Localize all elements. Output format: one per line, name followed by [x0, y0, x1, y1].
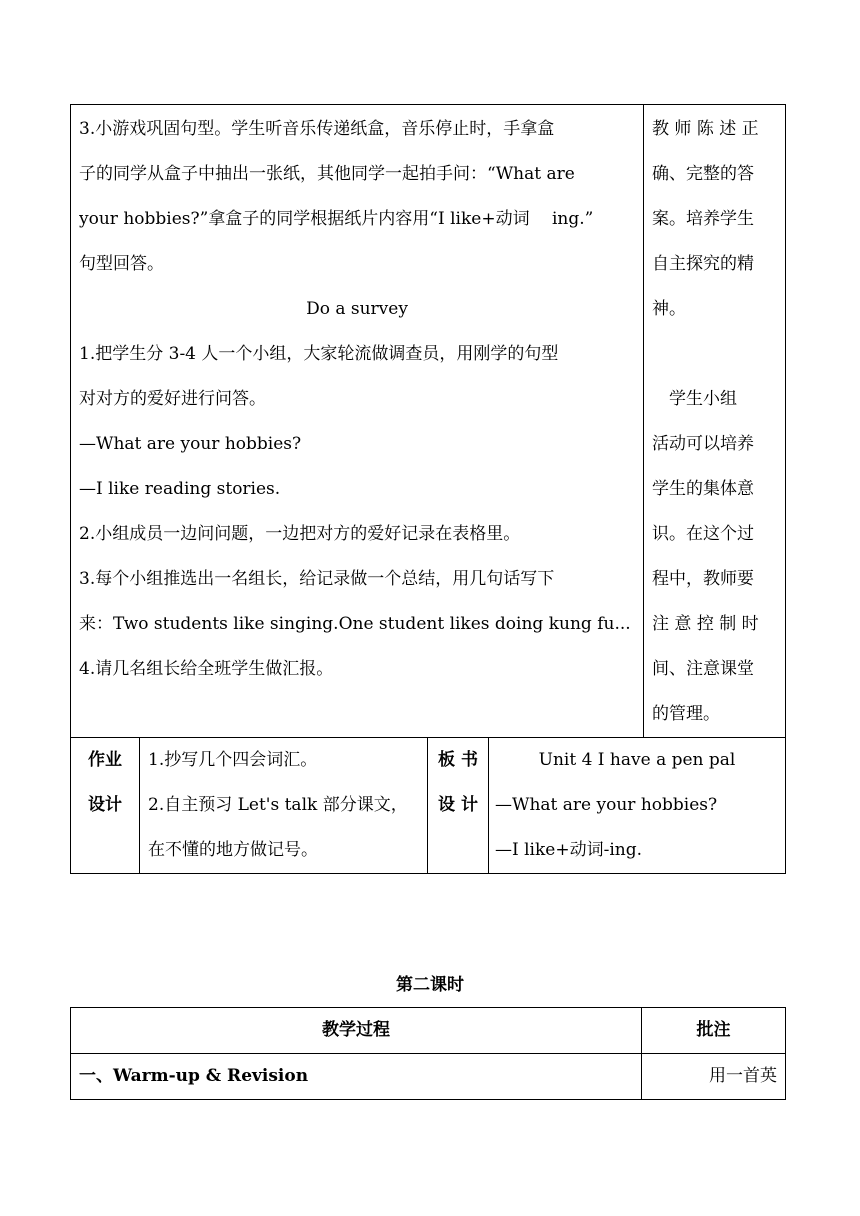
homework-line: 在不懂的地方做记号。 [148, 840, 318, 860]
homework-label [71, 738, 140, 874]
notes-line: 间、注意课堂 [652, 659, 755, 679]
board-line: —What are your hobbies? [495, 795, 718, 815]
process-line: your hobbies?”拿盒子的同学根据纸片内容用“I like+动词 ing.” [79, 209, 594, 229]
notes-line: 神。 [652, 299, 687, 319]
board-title: Unit 4 I have a pen pal [538, 750, 736, 770]
process-line: 3.每个小组推选出一名组长，给记录做一个总结，用几句话写下 [79, 569, 555, 589]
survey-heading: Do a survey [306, 299, 408, 319]
notes-line: 的管理。 [652, 704, 721, 724]
process-line: 来：Two students like singing.One student likes doing kung fu... [79, 614, 631, 634]
row1-notes-text: 用一首英 [709, 1066, 777, 1086]
process-line: 3.小游戏巩固句型。学生听音乐传递纸盒，音乐停止时，手拿盒 [79, 119, 555, 139]
homework-line: 1.抄写几个四会词汇。 [148, 750, 318, 770]
board-line: —I like+动词-ing. [495, 840, 643, 860]
header-notes-text: 批注 [696, 1020, 731, 1040]
notes-cell [644, 105, 786, 738]
process-line: 1.把学生分 3-4 人一个小组，大家轮流做调查员，用刚学的句型 [79, 344, 559, 364]
process-line: 句型回答。 [79, 254, 164, 274]
process-line: —I like reading stories. [79, 479, 281, 499]
board-label-line: 设 计 [438, 795, 478, 815]
homework-label-line: 作业 [88, 750, 122, 770]
board-label [428, 738, 489, 874]
notes-line: 程中，教师要 [652, 569, 755, 589]
lesson-table [70, 104, 786, 874]
section-title: 第二课时 [396, 975, 464, 995]
process-cell [71, 105, 644, 738]
notes-line: 学生小组 [652, 389, 738, 409]
notes-line: 案。培养学生 [652, 209, 755, 229]
homework-content [140, 738, 428, 874]
notes-line: 学生的集体意 [652, 479, 755, 499]
row1-process [71, 1054, 642, 1100]
notes-line [652, 332, 777, 377]
process-line: 2.小组成员一边问问题，一边把对方的爱好记录在表格里。 [79, 524, 521, 544]
second-lesson-table [70, 1007, 786, 1100]
row1-notes [642, 1054, 786, 1100]
process-line: —What are your hobbies? [79, 434, 302, 454]
notes-line: 活动可以培养 [652, 434, 755, 454]
process-line: 4.请几名组长给全班学生做汇报。 [79, 659, 334, 679]
notes-line: 自主探究的精 [652, 254, 755, 274]
notes-line: 识。在这个过 [652, 524, 755, 544]
homework-line: 2.自主预习 Let's talk 部分课文， [148, 795, 408, 815]
notes-line: 教 师 陈 述 正 [652, 119, 759, 139]
header-process [71, 1008, 642, 1054]
header-process-text: 教学过程 [322, 1020, 390, 1040]
header-notes [642, 1008, 786, 1054]
row1-process-text: 一、Warm-up & Revision [79, 1066, 309, 1086]
homework-label-line: 设计 [88, 795, 122, 815]
notes-line: 注 意 控 制 时 [652, 614, 759, 634]
notes-line: 确、完整的答 [652, 164, 755, 184]
board-content [489, 738, 786, 874]
board-label-line: 板 书 [438, 750, 478, 770]
process-line: 子的同学从盒子中抽出一张纸，其他同学一起拍手问：“What are [79, 164, 575, 184]
process-line: 对对方的爱好进行问答。 [79, 389, 266, 409]
